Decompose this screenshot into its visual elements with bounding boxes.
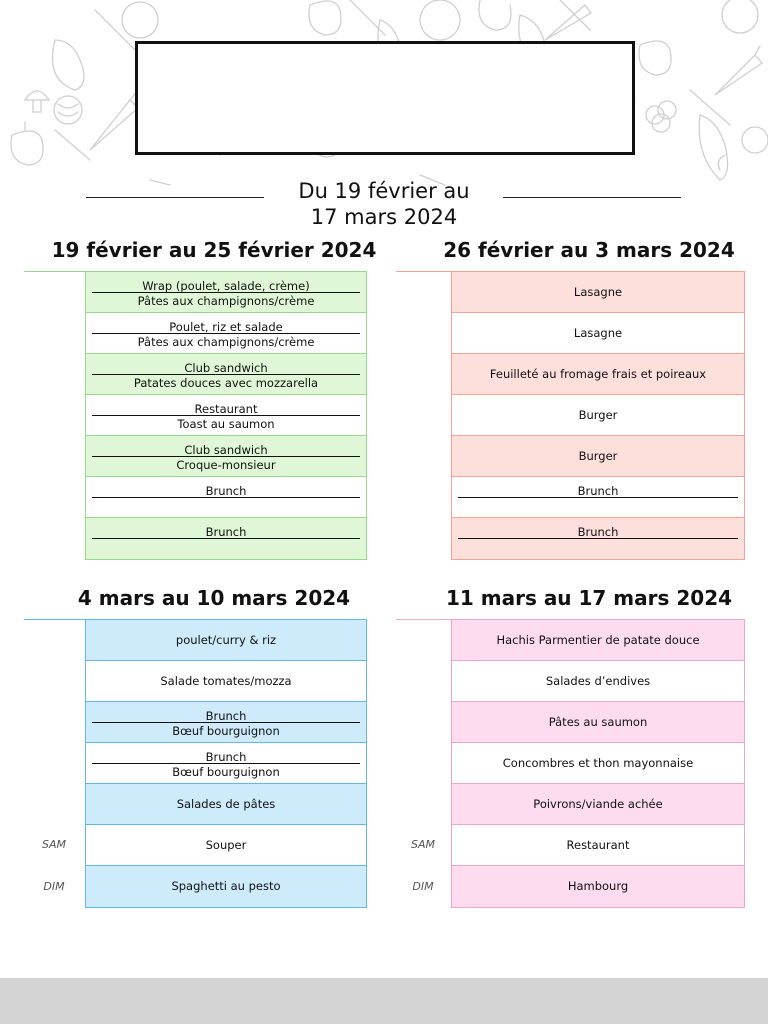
lunch-text: Brunch [205,484,247,498]
day-row [452,661,744,702]
meal-separator [92,333,360,334]
day-row [86,477,366,518]
day-row [86,436,366,477]
title-box [135,41,635,155]
meal-text: Hachis Parmentier de patate douce [496,633,700,647]
day-row [86,702,366,743]
day-row [452,313,744,354]
meal-text: Souper [205,838,247,852]
lunch-text: Restaurant [194,402,258,416]
day-row [452,784,744,825]
day-label: DIM [43,880,65,893]
day-label: SAM [411,838,435,851]
dinner-text: Bœuf bourguignon [172,724,280,738]
table-stub-line [396,271,451,272]
meal-separator [92,456,360,457]
week-table [451,271,745,560]
lunch-text: Brunch [577,484,619,498]
week-table [85,619,367,908]
meal-separator [92,374,360,375]
footer-bar [0,978,768,1024]
meal-separator [92,538,360,539]
day-row [86,518,366,559]
day-row [452,866,744,907]
table-stub-line [396,619,451,620]
meal-text: Salades d’endives [545,674,651,688]
day-label: SAM [42,838,66,851]
subtitle-rule-right [503,197,681,198]
meal-text: Salade tomates/mozza [160,674,292,688]
day-row [86,825,366,866]
subtitle-line-2: 17 mars 2024 [310,205,458,229]
lunch-text: Wrap (poulet, salade, crème) [142,279,310,293]
day-row [86,313,366,354]
meal-separator [458,497,738,498]
lunch-text: Brunch [577,525,619,539]
week-table [85,271,367,560]
day-label: DIM [412,880,434,893]
lunch-text: Club sandwich [184,361,268,375]
meal-text: Concombres et thon mayonnaise [502,756,694,770]
meal-text: Burger [578,449,618,463]
meal-separator [92,722,360,723]
lunch-text: Club sandwich [184,443,268,457]
meal-text: Hambourg [567,879,629,893]
week-title: 26 février au 3 mars 2024 [443,238,735,262]
week-title: 19 février au 25 février 2024 [51,238,377,262]
day-row [452,825,744,866]
day-row [452,272,744,313]
meal-text: Salades de pâtes [176,797,276,811]
day-row [452,436,744,477]
subtitle-line-1: Du 19 février au [298,179,470,203]
lunch-text: Brunch [205,525,247,539]
meal-text: Poivrons/viande achée [533,797,663,811]
meal-text: Spaghetti au pesto [171,879,281,893]
meal-text: Pâtes au saumon [548,715,648,729]
day-row [452,518,744,559]
dinner-text: Bœuf bourguignon [172,765,280,779]
subtitle-rule-left [86,197,264,198]
day-row [452,743,744,784]
day-row [452,620,744,661]
meal-text: poulet/curry & riz [175,633,277,647]
dinner-text: Pâtes aux champignons/crème [137,294,315,308]
day-row [86,661,366,702]
meal-text: Lasagne [573,326,623,340]
day-row [86,743,366,784]
meal-separator [92,763,360,764]
lunch-text: Brunch [205,750,247,764]
week-table [451,619,745,908]
meal-text: Restaurant [566,838,630,852]
day-row [452,477,744,518]
day-row [86,395,366,436]
dinner-text: Toast au saumon [177,417,275,431]
meal-text: Lasagne [573,285,623,299]
meal-text: Burger [578,408,618,422]
meal-text: Feuilleté au fromage frais et poireaux [489,367,707,381]
table-stub-line [24,271,85,272]
table-stub-line [24,619,85,620]
day-row [452,702,744,743]
dinner-text: Croque-monsieur [176,458,276,472]
meal-separator [92,415,360,416]
dinner-text: Patates douces avec mozzarella [133,376,319,390]
date-range-subtitle [270,178,498,230]
lunch-text: Poulet, riz et salade [169,320,283,334]
day-row [86,354,366,395]
day-row [452,395,744,436]
week-title: 11 mars au 17 mars 2024 [445,586,733,610]
meal-separator [458,538,738,539]
lunch-text: Brunch [205,709,247,723]
meal-separator [92,292,360,293]
day-row [86,272,366,313]
day-row [86,784,366,825]
day-row [86,620,366,661]
day-row [452,354,744,395]
day-row [86,866,366,907]
meal-separator [92,497,360,498]
week-title: 4 mars au 10 mars 2024 [77,586,351,610]
dinner-text: Pâtes aux champignons/crème [137,335,315,349]
